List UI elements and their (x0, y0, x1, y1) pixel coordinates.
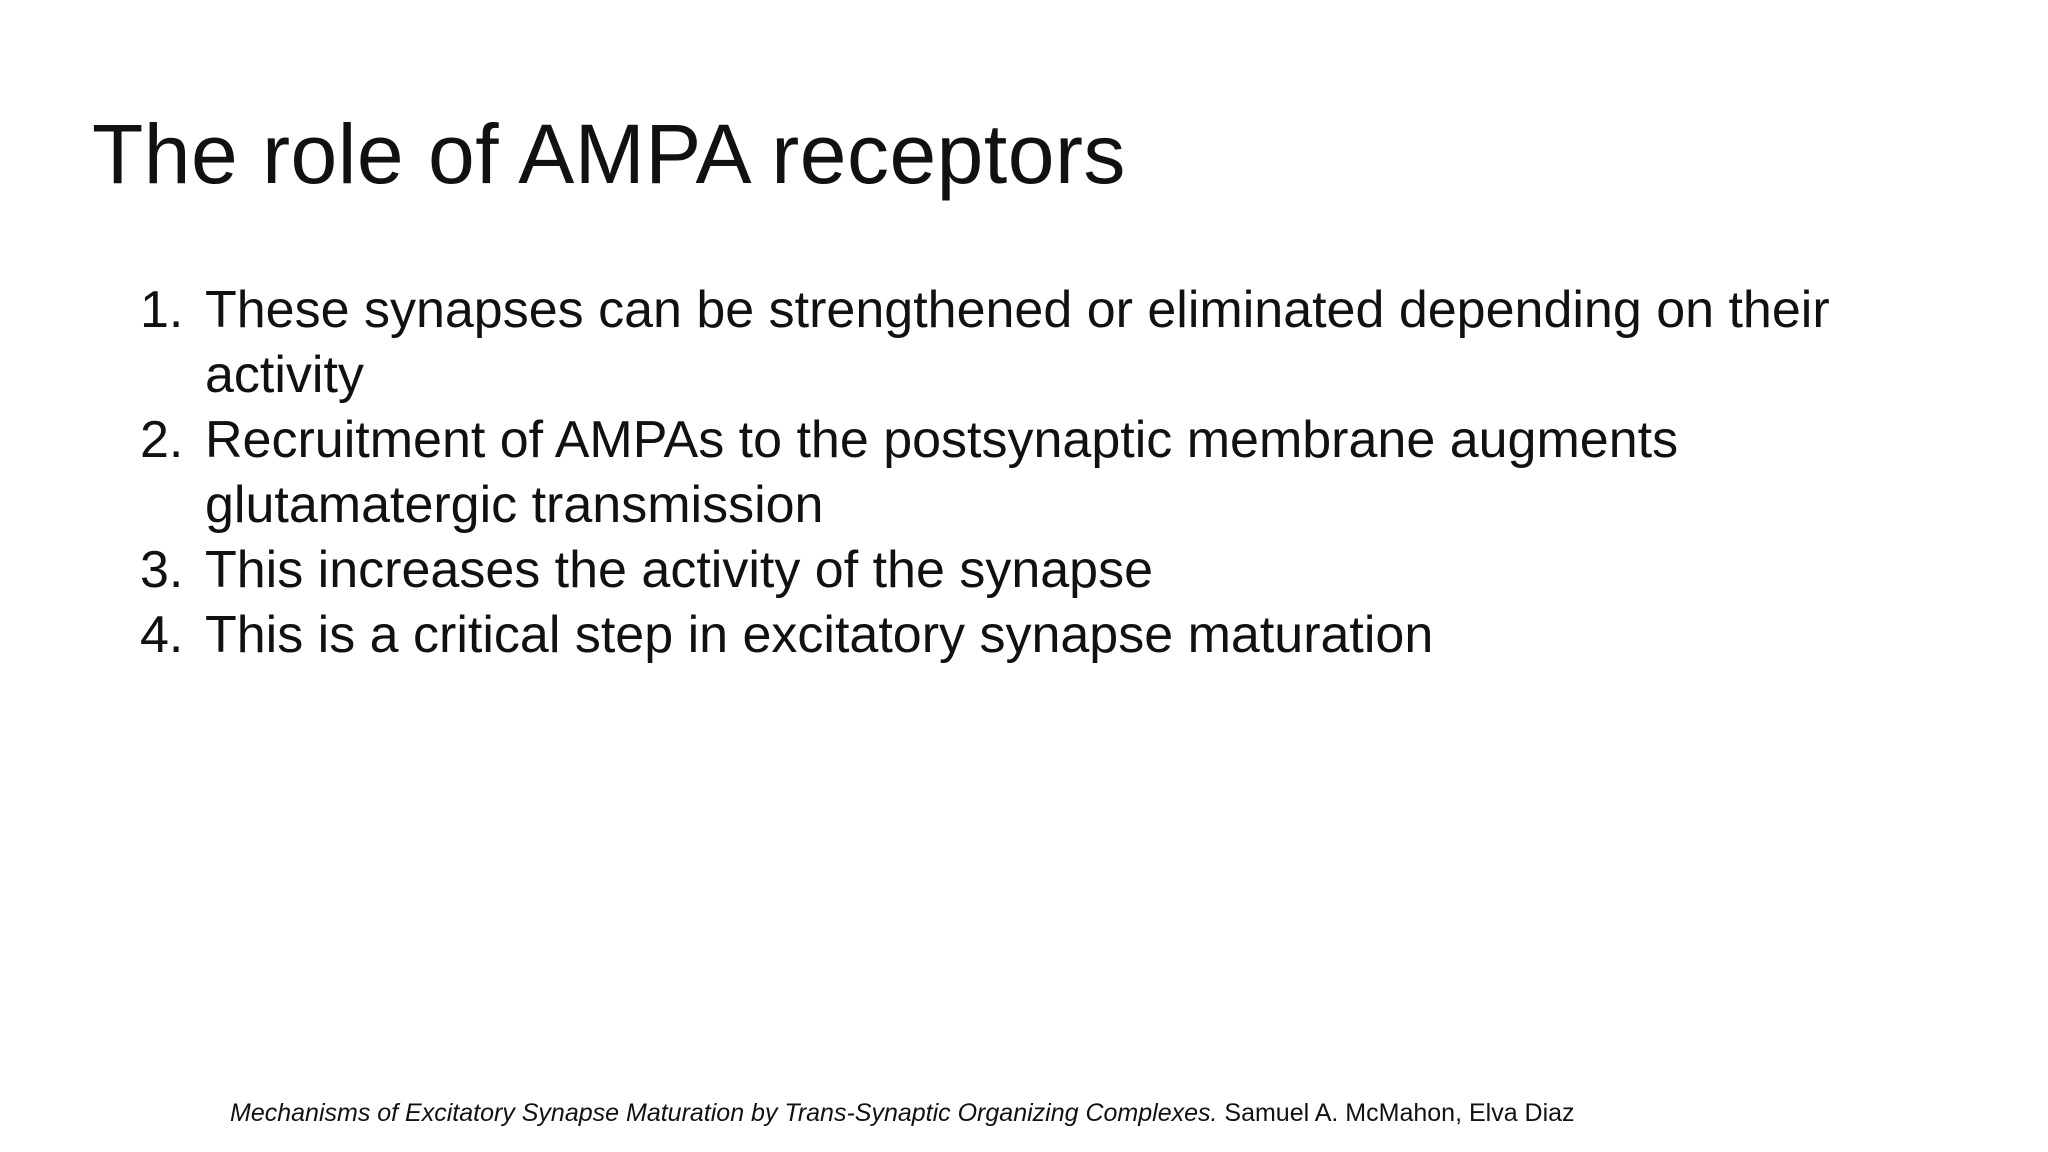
citation-title: Mechanisms of Excitatory Synapse Maturation by Trans-Synaptic Organizing Complexes. (230, 1099, 1218, 1127)
list-item-number: 1. (140, 281, 184, 339)
citation-authors: Samuel A. McMahon, Elva Diaz (1224, 1099, 1575, 1127)
list-item (140, 603, 1960, 668)
numbered-list (140, 278, 1960, 668)
list-item-number: 2. (140, 411, 184, 469)
citation (230, 1098, 1575, 1128)
list-item-text: These synapses can be strengthened or eliminated depending on their activity (205, 281, 1830, 404)
list-item (140, 278, 1960, 408)
list-item-number: 4. (140, 606, 184, 664)
list-item-text: This increases the activity of the synapse (205, 541, 1154, 599)
list-item-text: Recruitment of AMPAs to the postsynaptic membrane augments glutamatergic transmission (205, 411, 1679, 534)
list-item-number: 3. (140, 541, 184, 599)
list-item (140, 408, 1960, 538)
list-item (140, 538, 1960, 603)
slide-title: The role of AMPA receptors (92, 107, 1126, 201)
list-item-text: This is a critical step in excitatory synapse maturation (205, 606, 1434, 664)
